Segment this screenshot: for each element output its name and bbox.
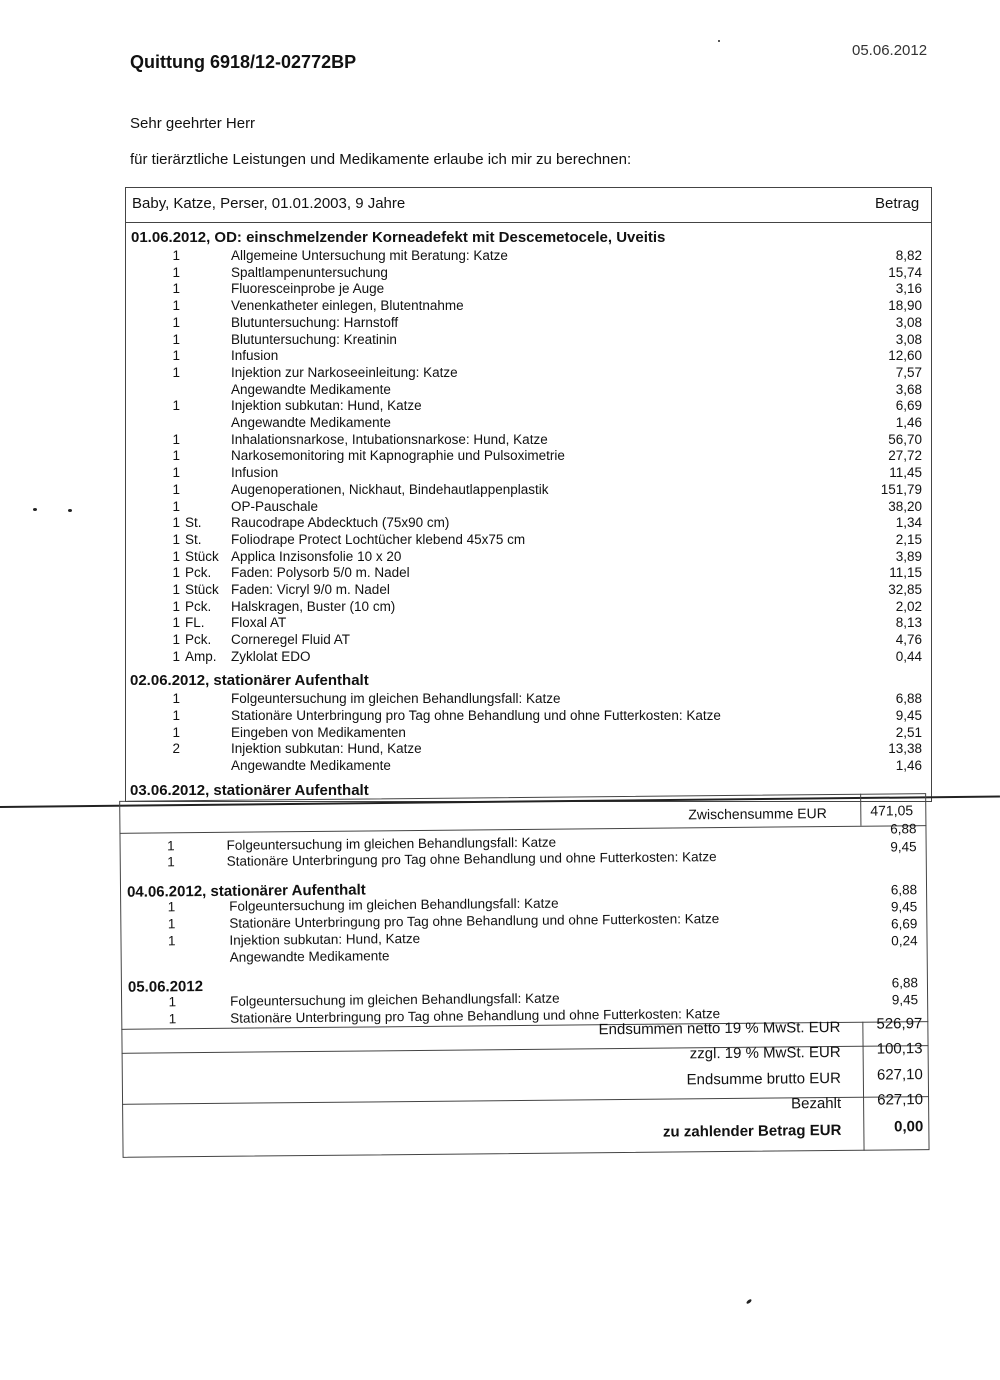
- line-item-description: Spaltlampenuntersuchung: [231, 265, 388, 280]
- line-item-quantity: 1: [166, 599, 180, 614]
- line-item-amount: 2,15: [896, 532, 922, 547]
- line-item-unit: FL.: [185, 615, 205, 630]
- line-item-amount: 6,88: [891, 882, 917, 897]
- line-item-description: Halskragen, Buster (10 cm): [231, 599, 395, 614]
- line-item-description: Infusion: [231, 348, 278, 363]
- total-label: zu zahlender Betrag EUR: [663, 1122, 842, 1141]
- section-heading: 04.06.2012, stationärer Aufenthalt: [127, 881, 366, 900]
- line-item-amount: 1,46: [896, 415, 922, 430]
- line-item-description: Faden: Polysorb 5/0 m. Nadel: [231, 565, 410, 580]
- line-item-amount: 56,70: [888, 432, 922, 447]
- line-item-amount: 3,89: [896, 549, 922, 564]
- line-item-description: Stationäre Unterbringung pro Tag ohne Behandlung und ohne Futterkosten: Katze: [231, 708, 721, 723]
- line-item-description: Foliodrape Protect Lochtücher klebend 45x75 cm: [231, 532, 525, 547]
- intro-text: für tierärztliche Leistungen und Medikamente erlaube ich mir zu berechnen:: [130, 151, 631, 168]
- line-item-amount: 3,08: [896, 315, 922, 330]
- line-item-description: Inhalationsnarkose, Intubationsnarkose: Hund, Katze: [231, 432, 548, 447]
- subtotal-value: 471,05: [870, 802, 913, 818]
- patient-info: Baby, Katze, Perser, 01.01.2003, 9 Jahre: [132, 195, 405, 212]
- line-item-quantity: 1: [166, 332, 180, 347]
- line-item-description: Faden: Vicryl 9/0 m. Nadel: [231, 582, 390, 597]
- total-label: Bezahlt: [791, 1095, 841, 1112]
- line-item-description: Venenkatheter einlegen, Blutentnahme: [231, 298, 464, 313]
- line-item-amount: 8,82: [896, 248, 922, 263]
- line-item-quantity: 1: [161, 916, 175, 931]
- line-item-description: Injektion zur Narkoseeinleitung: Katze: [231, 365, 458, 380]
- line-item-amount: 11,45: [889, 465, 922, 480]
- line-item-quantity: 1: [166, 549, 180, 564]
- line-item-quantity: 1: [166, 632, 180, 647]
- line-item-description: Angewandte Medikamente: [231, 382, 391, 397]
- line-item-quantity: 1: [166, 691, 180, 706]
- line-item-quantity: 1: [166, 448, 180, 463]
- section-heading: 02.06.2012, stationärer Aufenthalt: [130, 672, 369, 689]
- line-item-amount: 9,45: [892, 992, 918, 1007]
- line-item-unit: Pck.: [185, 599, 211, 614]
- line-item-unit: St.: [185, 532, 202, 547]
- line-item-description: Corneregel Fluid AT: [231, 632, 350, 647]
- line-item-unit: Amp.: [185, 649, 217, 664]
- scan-speck: [718, 40, 720, 42]
- line-item-description: Folgeuntersuchung im gleichen Behandlungsfall: Katze: [229, 896, 559, 914]
- line-item-quantity: 1: [166, 365, 180, 380]
- section-heading: 01.06.2012, OD: einschmelzender Korneadefekt mit Descemetocele, Uveitis: [131, 229, 665, 246]
- line-item-amount: 7,57: [896, 365, 922, 380]
- line-item-quantity: 1: [166, 582, 180, 597]
- line-item-description: Eingeben von Medikamenten: [231, 725, 406, 740]
- line-item-quantity: 2: [166, 741, 180, 756]
- total-value: 526,97: [876, 1015, 922, 1032]
- line-item-description: Folgeuntersuchung im gleichen Behandlungsfall: Katze: [231, 691, 560, 706]
- section-items: [0, 0, 990, 5]
- total-value: 627,10: [877, 1066, 923, 1083]
- line-item-description: Stationäre Unterbringung pro Tag ohne Behandlung und ohne Futterkosten: Katze: [229, 911, 719, 931]
- subtotal-label: Zwischensumme EUR: [688, 805, 827, 822]
- line-item-amount: 32,85: [888, 582, 922, 597]
- total-label: Endsumme brutto EUR: [687, 1070, 841, 1088]
- line-item-amount: 9,45: [896, 708, 922, 723]
- line-item-description: Zyklolat EDO: [231, 649, 311, 664]
- line-item-amount: 13,38: [888, 741, 922, 756]
- line-item-quantity: 1: [166, 265, 180, 280]
- line-item-amount: 4,76: [896, 632, 922, 647]
- line-item-quantity: 1: [166, 615, 180, 630]
- line-item-amount: 9,45: [891, 899, 917, 914]
- section-items: [0, 0, 990, 5]
- line-item-amount: 6,88: [896, 691, 922, 706]
- line-item-amount: 3,16: [896, 281, 922, 296]
- line-item-description: Angewandte Medikamente: [231, 415, 391, 430]
- line-item-unit: Stück: [185, 549, 219, 564]
- line-item-amount: 3,68: [896, 382, 922, 397]
- line-item-amount: 6,69: [896, 398, 922, 413]
- line-item-amount: 6,88: [892, 975, 918, 990]
- line-item-amount: 18,90: [888, 298, 922, 313]
- line-item-quantity: 1: [166, 298, 180, 313]
- line-item-amount: 1,34: [896, 515, 922, 530]
- line-item-amount: 6,88: [890, 821, 916, 836]
- line-item-amount: 3,08: [896, 332, 922, 347]
- line-item-description: Stationäre Unterbringung pro Tag ohne Behandlung und ohne Futterkosten: Katze: [227, 849, 717, 869]
- line-item-amount: 2,02: [896, 599, 922, 614]
- receipt-date: 05.06.2012: [852, 42, 927, 59]
- line-item-quantity: 1: [166, 348, 180, 363]
- line-item-description: Allgemeine Untersuchung mit Beratung: Katze: [231, 248, 508, 263]
- receipt-title: Quittung 6918/12-02772BP: [130, 52, 356, 73]
- line-item-description: Augenoperationen, Nickhaut, Bindehautlappenplastik: [231, 482, 548, 497]
- line-item-quantity: 1: [166, 281, 180, 296]
- line-item-quantity: 1: [166, 725, 180, 740]
- line-item-quantity: 1: [166, 565, 180, 580]
- line-item-quantity: 1: [166, 482, 180, 497]
- line-item-description: Folgeuntersuchung im gleichen Behandlungsfall: Katze: [230, 991, 560, 1009]
- line-item-description: Infusion: [231, 465, 278, 480]
- line-item-quantity: 1: [166, 499, 180, 514]
- line-item-amount: 2,51: [896, 725, 922, 740]
- line-item-description: Raucodrape Abdecktuch (75x90 cm): [231, 515, 449, 530]
- line-item-quantity: 1: [166, 532, 180, 547]
- totals-block: [0, 0, 990, 5]
- line-item-description: OP-Pauschale: [231, 499, 318, 514]
- line-item-quantity: 1: [166, 465, 180, 480]
- line-item-quantity: 1: [166, 708, 180, 723]
- line-item-amount: 11,15: [889, 565, 922, 580]
- line-item-amount: 1,46: [896, 758, 922, 773]
- line-item-quantity: 1: [166, 315, 180, 330]
- line-item-unit: St.: [185, 515, 202, 530]
- line-item-description: Floxal AT: [231, 615, 286, 630]
- line-item-amount: 12,60: [888, 348, 922, 363]
- line-item-quantity: 1: [166, 432, 180, 447]
- line-item-description: Narkosemonitoring mit Kapnographie und Pulsoximetrie: [231, 448, 565, 463]
- line-item-description: Stationäre Unterbringung pro Tag ohne Behandlung und ohne Futterkosten: Katze: [230, 1006, 720, 1026]
- line-item-quantity: 1: [161, 854, 175, 869]
- line-item-quantity: 1: [166, 248, 180, 263]
- line-item-quantity: 1: [161, 838, 175, 853]
- line-item-quantity: 1: [161, 933, 175, 948]
- line-item-amount: 151,79: [881, 482, 922, 497]
- line-item-description: Angewandte Medikamente: [230, 948, 390, 965]
- line-item-quantity: 1: [161, 899, 175, 914]
- section-items: [0, 0, 990, 5]
- line-item-description: Injektion subkutan: Hund, Katze: [231, 741, 422, 756]
- line-item-amount: 15,74: [888, 265, 922, 280]
- total-label: Endsummen netto 19 % MwSt. EUR: [599, 1019, 841, 1038]
- line-item-amount: 8,13: [896, 615, 922, 630]
- line-item-quantity: 1: [166, 398, 180, 413]
- scan-speck: [33, 508, 37, 511]
- line-item-description: Applica Inzisonsfolie 10 x 20: [231, 549, 401, 564]
- line-item-amount: 6,69: [891, 916, 917, 931]
- section-heading: 05.06.2012: [128, 978, 203, 996]
- line-item-description: Angewandte Medikamente: [231, 758, 391, 773]
- line-item-description: Injektion subkutan: Hund, Katze: [229, 931, 420, 948]
- line-item-amount: 9,45: [890, 839, 916, 854]
- amount-column-header: Betrag: [875, 195, 919, 212]
- line-item-description: Folgeuntersuchung im gleichen Behandlungsfall: Katze: [227, 835, 557, 853]
- line-item-quantity: 1: [162, 1011, 176, 1026]
- line-item-quantity: 1: [166, 649, 180, 664]
- salutation: Sehr geehrter Herr: [130, 115, 255, 132]
- line-item-quantity: 1: [166, 515, 180, 530]
- line-item-amount: 0,24: [891, 933, 917, 948]
- section-heading: 03.06.2012, stationärer Aufenthalt: [130, 782, 369, 799]
- total-value: 0,00: [894, 1118, 923, 1135]
- line-item-unit: Stück: [185, 582, 219, 597]
- line-item-description: Blutuntersuchung: Harnstoff: [231, 315, 398, 330]
- line-item-description: Blutuntersuchung: Kreatinin: [231, 332, 397, 347]
- line-item-unit: Pck.: [185, 565, 211, 580]
- line-item-description: Fluoresceinprobe je Auge: [231, 281, 384, 296]
- line-item-amount: 38,20: [888, 499, 922, 514]
- total-label: zzgl. 19 % MwSt. EUR: [690, 1044, 841, 1062]
- line-item-amount: 27,72: [888, 448, 922, 463]
- total-value: 627,10: [877, 1091, 923, 1108]
- line-item-quantity: 1: [162, 994, 176, 1009]
- total-value: 100,13: [877, 1040, 923, 1057]
- line-item-description: Injektion subkutan: Hund, Katze: [231, 398, 422, 413]
- line-item-unit: Pck.: [185, 632, 211, 647]
- line-item-amount: 0,44: [896, 649, 922, 664]
- scan-speck: [68, 509, 72, 512]
